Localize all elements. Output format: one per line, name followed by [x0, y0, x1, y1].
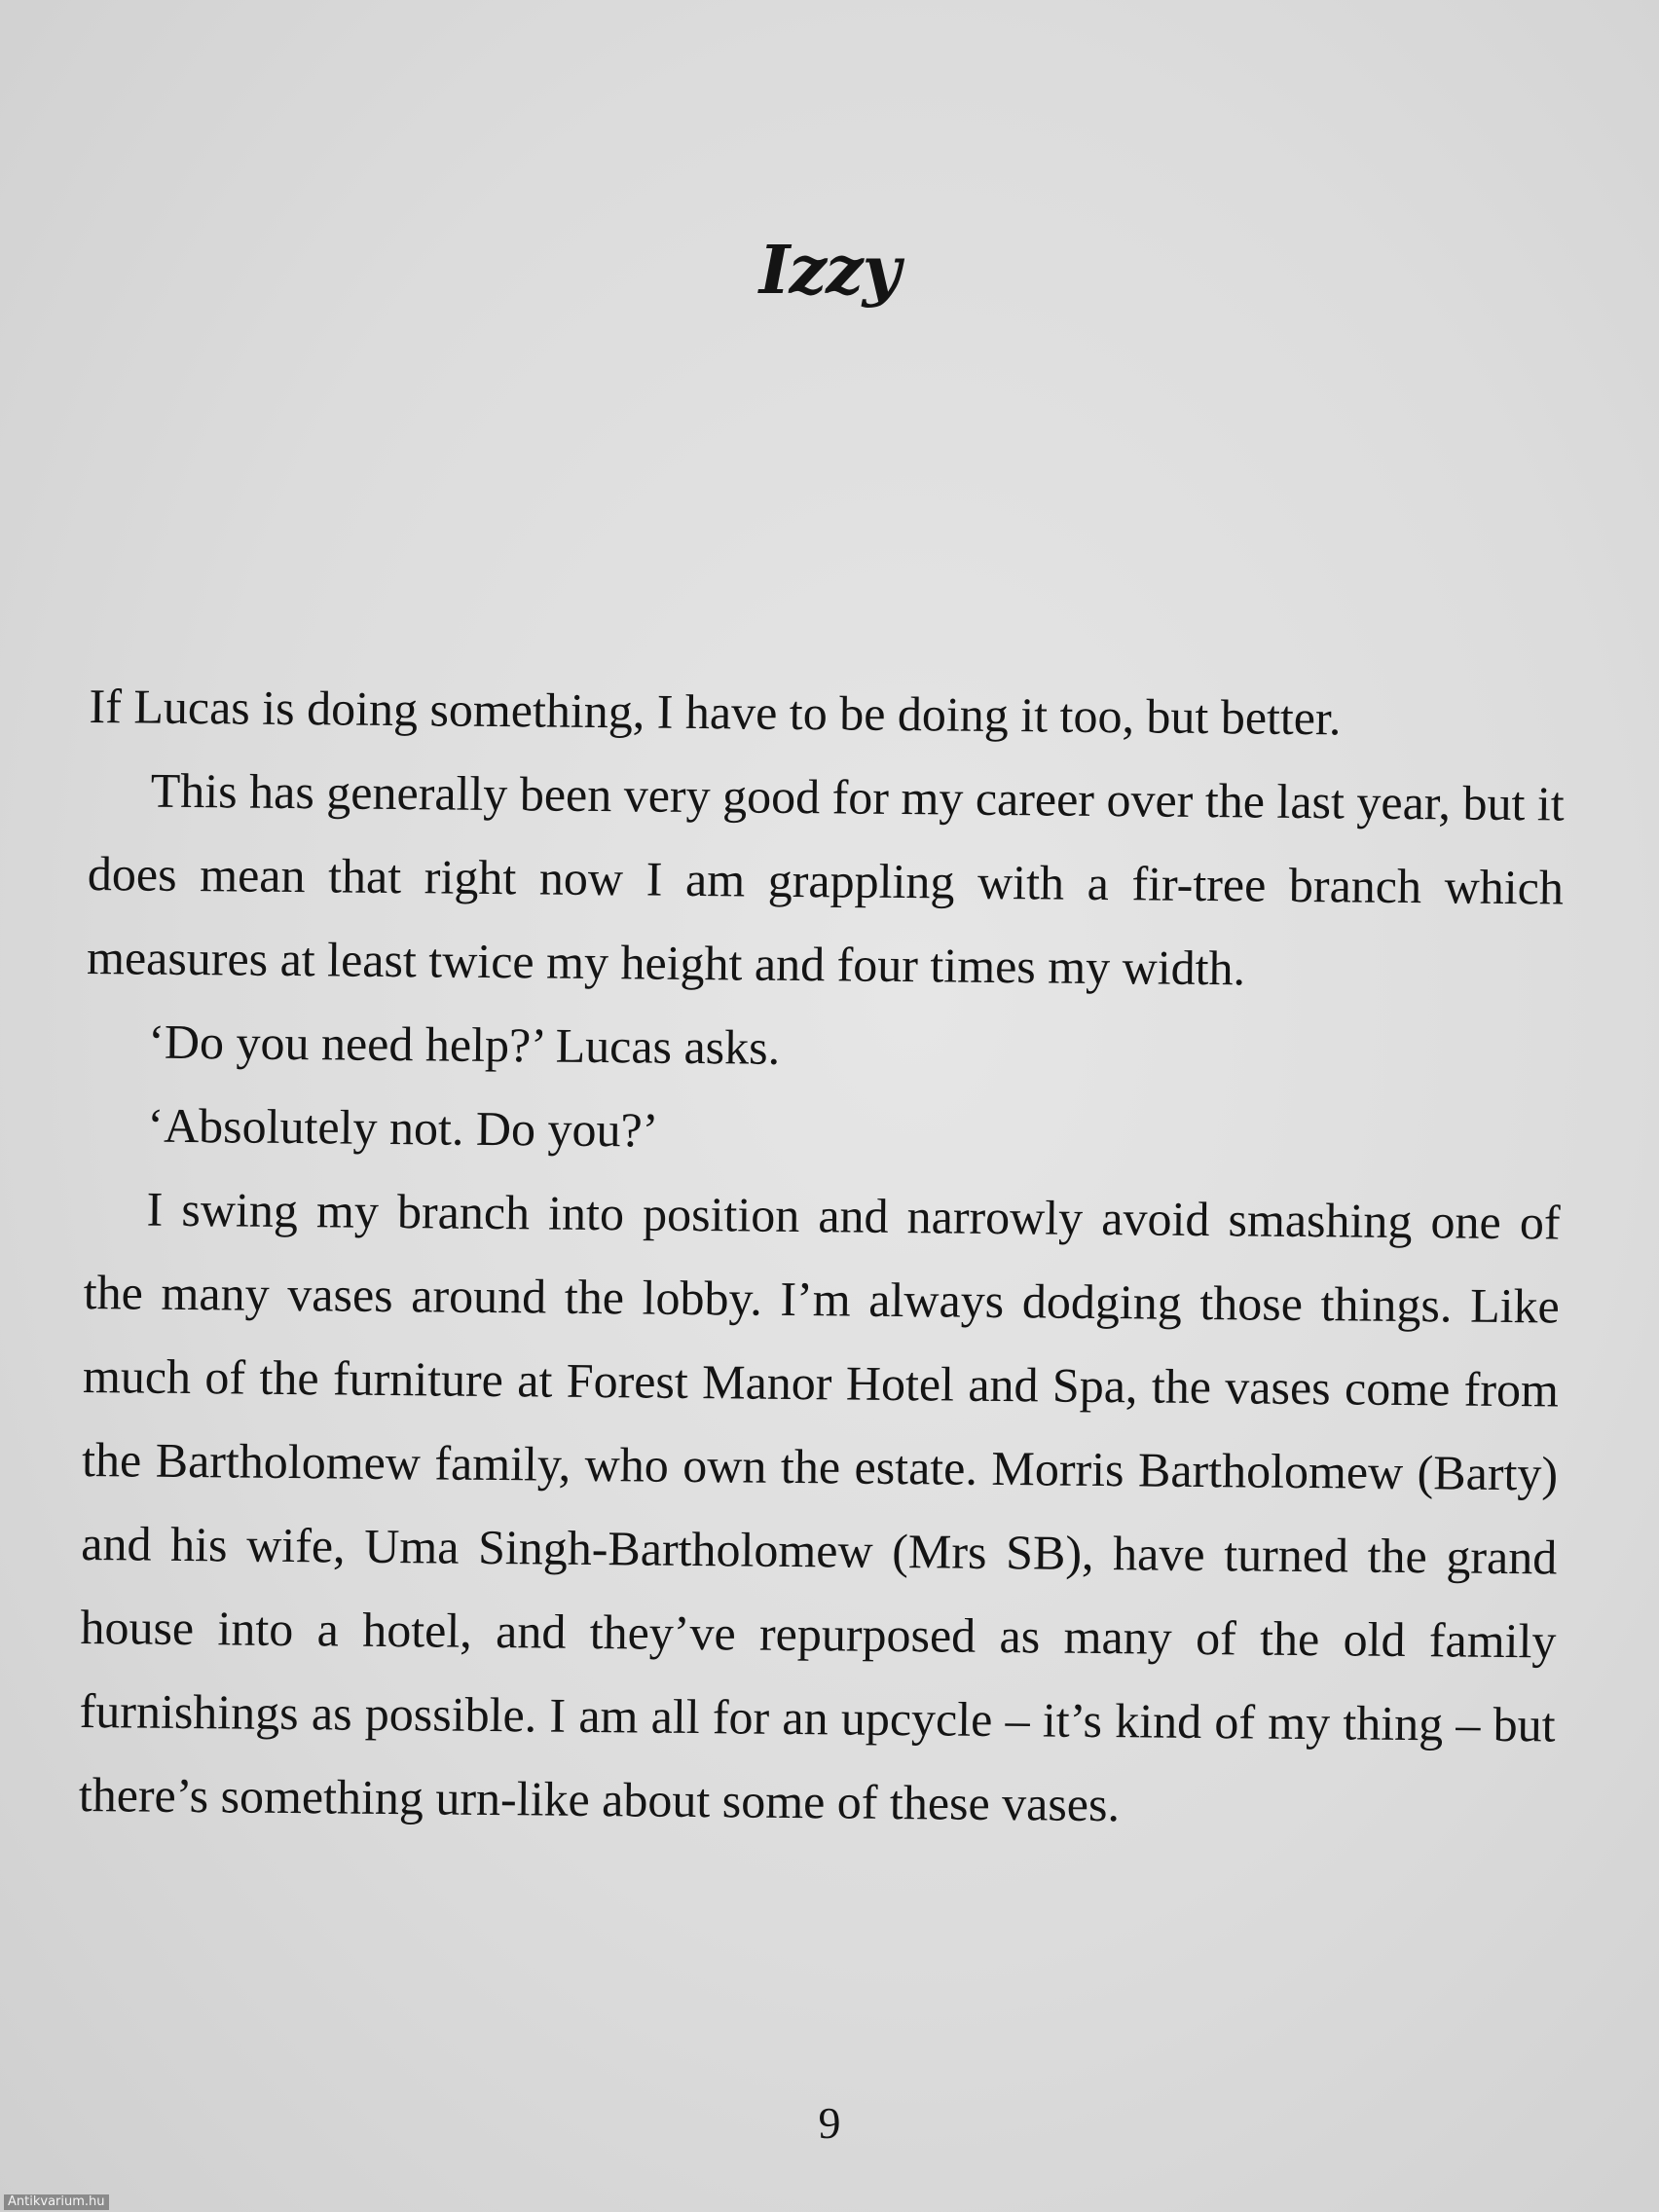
- paragraph: I swing my branch into position and narrowly avoid smashing one of the many vases around the lobby. I’m always dodging those things. Like much of the furniture at Forest Manor Hotel and Spa, the vases come from the Bartholomew family, who own the estate. Morris Bartholomew (Barty) and his wife, Uma Singh-Bartholomew (Mrs SB), have turned the grand house into a hotel, and they’ve repurposed as many of the old family furnishings as possible. I am all for an upcycle – it’s kind of my thing – but there’s something urn-like about some of these vases.: [78, 1181, 1561, 1832]
- paragraph: This has generally been very good for my career over the last year, but it does mean that right now I am grappling with a fir-tree branch which measures at least twice my height and four times my width.: [86, 762, 1565, 996]
- page-number: 9: [818, 2098, 841, 2148]
- chapter-title: Izzy: [758, 232, 901, 310]
- watermark: Antikvarium.hu: [4, 2194, 109, 2210]
- paragraph: ‘Absolutely not. Do you?’: [147, 1097, 659, 1158]
- body-text: [78, 664, 1565, 1850]
- paragraph: If Lucas is doing something, I have to be doing it too, but better.: [89, 678, 1342, 746]
- paragraph: ‘Do you need help?’ Lucas asks.: [148, 1014, 781, 1075]
